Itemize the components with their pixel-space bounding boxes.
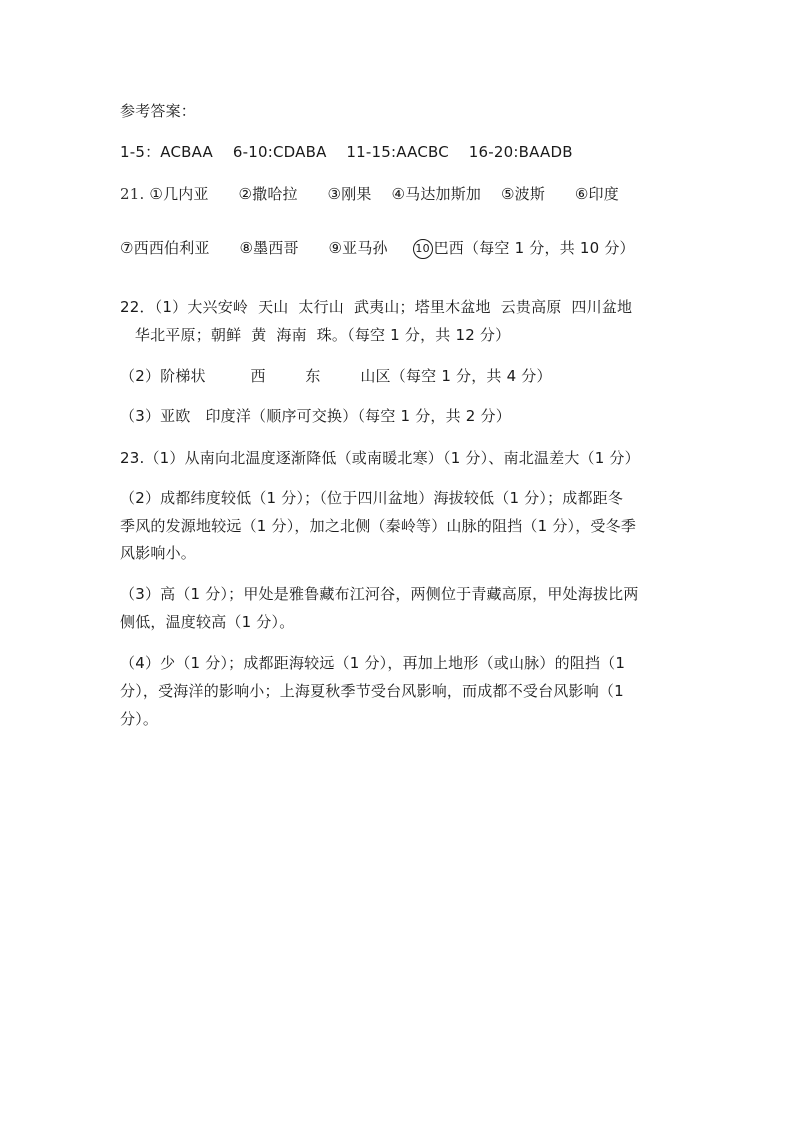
q22-line-3: （2）阶梯状 西 东 山区（每空 1 分，共 4 分） xyxy=(120,367,552,385)
q23-part4-line-2: 分），受海洋的影响小；上海夏秋季节受台风影响，而成都不受台风影响（1 xyxy=(120,682,624,700)
q23-part4-line-1: （4）少（1 分）；成都距海较远（1 分），再加上地形（或山脉）的阻挡（1 xyxy=(120,654,626,672)
q23-part2-line-2: 季风的发源地较远（1 分），加之北侧（秦岭等）山脉的阻挡（1 分），受冬季 xyxy=(120,517,637,535)
q22-line-1: 22．（1）大兴安岭 天山 太行山 武夷山；塔里木盆地 云贵高原 四川盆地 xyxy=(120,298,633,316)
q23-part2-line-1: （2）成都纬度较低（1 分）；（位于四川盆地）海拔较低（1 分）；成都距冬 xyxy=(120,489,624,507)
q23-part3-line-1: （3）高（1 分）；甲处是雅鲁藏布江河谷，两侧位于青藏高原，甲处海拔比两 xyxy=(120,585,639,603)
multiple-choice-answers: 1-5：ACBAA 6-10:CDABA 11-15:AACBC 16-20:BAADB xyxy=(120,143,573,161)
q21-row-1-text: ①几内亚 ②撒哈拉 ③刚果 ④马达加斯加 ⑤波斯 ⑥印度 xyxy=(144,185,619,203)
q23-part2-line-3: 风影响小。 xyxy=(120,544,197,562)
q23-part3-line-2: 侧低，温度较高（1 分）。 xyxy=(120,613,295,631)
q22-line-4: （3）亚欧 印度洋（顺序可交换）（每空 1 分，共 2 分） xyxy=(120,407,511,425)
circled-number-10: 10 xyxy=(413,239,433,259)
q23-part4-line-3: 分）。 xyxy=(120,710,159,728)
answer-heading: 参考答案： xyxy=(120,102,197,120)
q21-row-2-text-a: ⑦西西伯利亚 ⑧墨西哥 ⑨亚马孙 xyxy=(120,239,413,257)
q21-row-2-text-b: 巴西（每空 1 分，共 10 分） xyxy=(433,239,635,257)
q22-line-2: 华北平原；朝鲜 黄 海南 珠。（每空 1 分，共 12 分） xyxy=(120,326,511,344)
q21-number: 21. xyxy=(120,185,145,203)
q21-row-1 xyxy=(120,184,619,204)
q23-line-1: 23.（1）从南向北温度逐渐降低（或南暖北寒）（1 分）、南北温差大（1 分） xyxy=(120,449,640,467)
q21-row-2 xyxy=(120,238,635,259)
